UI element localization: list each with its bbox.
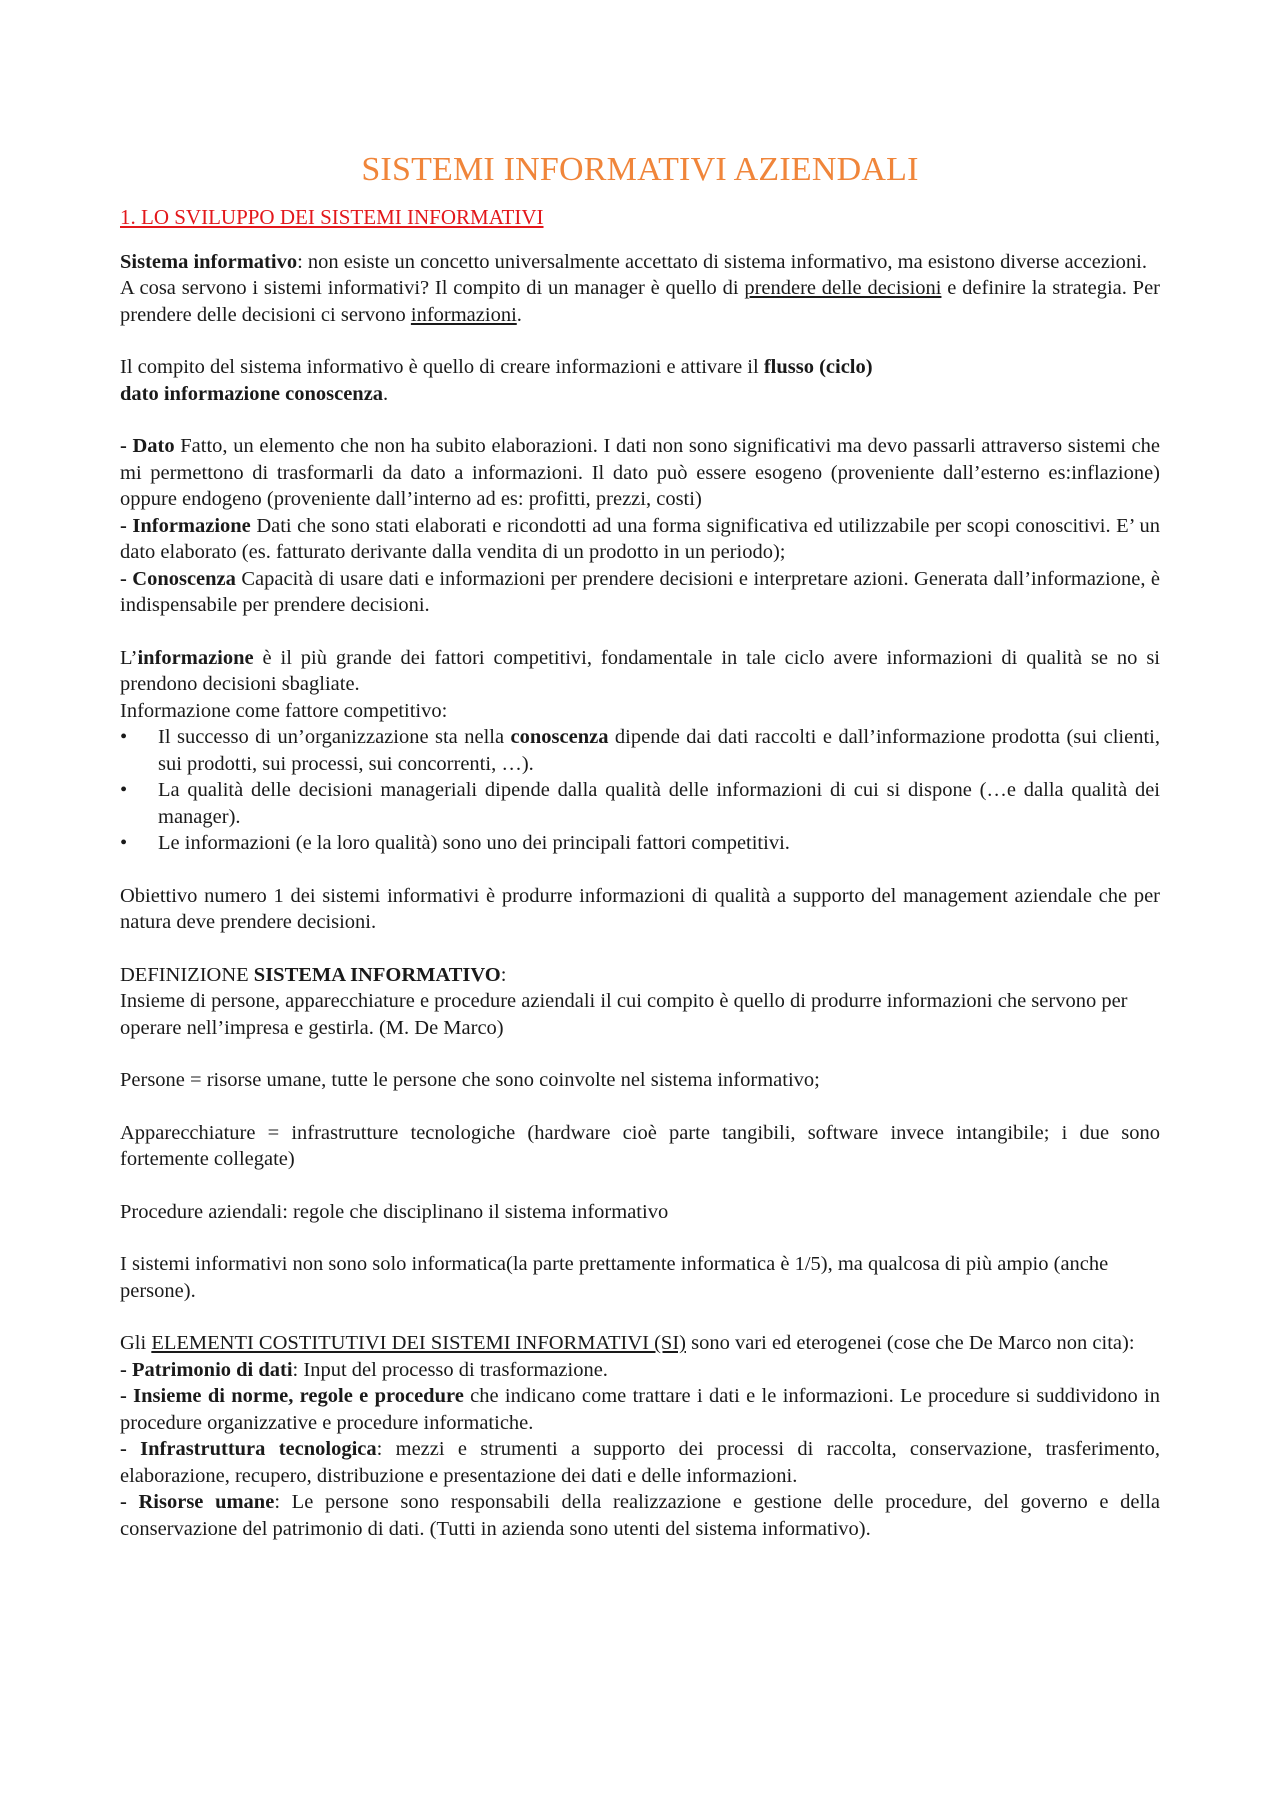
element-risorse: [120, 1489, 1160, 1542]
paragraph-text: A cosa servono i sistemi informativi? Il compito di un manager è quello di: [120, 277, 745, 299]
paragraph-text: .: [383, 382, 389, 405]
paragraph-persone: Persone = risorse umane, tutte le persone che sono coinvolte nel sistema informativo;: [120, 1069, 820, 1091]
paragraph-text: Fatto, un elemento che non ha subito elaborazioni. I dati non sono significativi ma devo passarli attraverso sistemi che mi permettono di trasformarli da dato a informazioni. Il dato può essere esogeno (proveniente dall’esterno es:inflazione) oppure endogeno (proveniente dall’interno ad es: profitti, prezzi, costi): [120, 435, 1160, 510]
paragraph-text: Il compito del sistema informativo è quello di creare informazioni e attivare il: [120, 356, 764, 378]
list-item: • Le informazioni (e la loro qualità) sono uno dei principali fattori competitivi.: [120, 830, 1160, 857]
term-bold: flusso (ciclo): [763, 356, 873, 378]
paragraph-text: sono vari ed eterogenei (cose che De Marco non cita):: [685, 1332, 1135, 1354]
paragraph-text: : non esiste un concetto universalmente accettato di sistema informativo, ma esistono diverse accezioni.: [297, 250, 1147, 273]
element-norme: [120, 1383, 1160, 1436]
paragraph-informatica: I sistemi informativi non sono solo informatica(la parte prettamente informatica è 1/5), ma qualcosa di più ampio (anche persone).: [120, 1253, 1109, 1302]
paragraph-text: : Input del processo di trasformazione.: [292, 1358, 608, 1381]
list-item: • La qualità delle decisioni manageriali dipende dalla qualità delle informazioni di cui si dispone (…e dalla qualità dei manager).: [120, 777, 1160, 830]
paragraph-text: DEFINIZIONE: [120, 963, 254, 986]
element-infrastruttura: [120, 1436, 1160, 1489]
paragraph-text: è il più grande dei fattori competitivi, fondamentale in tale ciclo avere informazioni di qualità se no si prendono decisioni sbagliate.: [120, 646, 1160, 695]
paragraph-text: Capacità di usare dati e informazioni per prendere decisioni e interpretare azioni. Generata dall’informazione, è indispensabile per prendere decisioni.: [120, 567, 1161, 616]
paragraph-elementi: [120, 1330, 1160, 1357]
term-bold: conoscenza: [510, 726, 609, 748]
paragraph-fattore-competitivo: Informazione come fattore competitivo:: [120, 699, 448, 722]
paragraph-text: Gli: [120, 1332, 152, 1354]
term-bold: - Conoscenza: [120, 567, 236, 590]
paragraph-text: : mezzi e strumenti a supporto dei processi di raccolta, conservazione, trasferimento, elaborazione, recupero, distribuzione e presentazione dei dati e delle informazioni.: [120, 1438, 1160, 1487]
paragraph-text: Il successo di un’organizzazione sta nella: [158, 726, 511, 748]
term-bold: informazione: [137, 646, 254, 669]
paragraph-sistema-informativo: [120, 249, 1160, 276]
paragraph-text: dipende dai dati raccolti e dall’informazione prodotta (sui clienti, sui prodotti, sui processi, sui concorrenti, …).: [158, 726, 1160, 775]
document-title: SISTEMI INFORMATIVI AZIENDALI: [361, 151, 919, 188]
term-bold: SISTEMA INFORMATIVO: [253, 963, 501, 986]
section-heading: 1. LO SVILUPPO DEI SISTEMI INFORMATIVI: [120, 205, 544, 229]
term-bold: - Informazione: [120, 514, 251, 537]
document-page: [120, 150, 1160, 1542]
paragraph-text: : Le persone sono responsabili della realizzazione e gestione delle procedure, del governo e della conservazione del patrimonio di dati. (Tutti in azienda sono utenti del sistema informativo).: [120, 1491, 1160, 1540]
term-bold: - Insieme di norme, regole e procedure: [120, 1385, 464, 1407]
term-bold: - Infrastruttura tecnologica: [120, 1438, 377, 1460]
term-bold: dato informazione conoscenza: [120, 382, 384, 405]
paragraph-obiettivo: Obiettivo numero 1 dei sistemi informativi è produrre informazioni di qualità a supporto del management aziendale che per natura deve prendere decisioni.: [120, 884, 1160, 933]
definition-text: Insieme di persone, apparecchiature e procedure aziendali il cui compito è quello di produrre informazioni che servono per operare nell’impresa e gestirla. (M. De Marco): [120, 990, 1128, 1039]
definition-heading: [120, 962, 1160, 989]
paragraph-a-cosa-servono: [120, 275, 1160, 328]
paragraph-text: che indicano come trattare i dati e le informazioni. Le procedure si suddividono in procedure organizzative e procedure informatiche.: [120, 1385, 1160, 1434]
list-item: [120, 724, 1160, 777]
term-bold: - Risorse umane: [120, 1491, 275, 1513]
paragraph-text: .: [516, 303, 522, 326]
term-bold: Sistema informativo: [120, 250, 298, 273]
paragraph-compito: [120, 354, 1160, 407]
paragraph-text: e definire la strategia. Per prendere delle decisioni ci servono: [120, 277, 1160, 326]
paragraph-procedure: Procedure aziendali: regole che disciplinano il sistema informativo: [120, 1200, 669, 1223]
underlined-text: ELEMENTI COSTITUTIVI DEI SISTEMI INFORMATIVI (SI): [151, 1332, 686, 1354]
underlined-text: prendere delle decisioni: [744, 277, 942, 299]
underlined-text: informazioni: [410, 303, 517, 326]
paragraph-apparecchiature: Apparecchiature = infrastrutture tecnologiche (hardware cioè parte tangibili, software invece intangibile; i due sono fortemente collegate): [120, 1121, 1160, 1170]
element-patrimonio: [120, 1357, 1160, 1384]
term-bold: - Patrimonio di dati: [120, 1358, 293, 1381]
definition-informazione: [120, 513, 1160, 566]
definition-dato: [120, 433, 1160, 513]
bullet-list: [120, 724, 1160, 857]
paragraph-text: Dati che sono stati elaborati e ricondotti ad una forma significativa ed utilizzabile per scopi conoscitivi. E’ un dato elaborato (es. fatturato derivante dalla vendita di un prodotto in un periodo);: [120, 514, 1160, 563]
definition-conoscenza: [120, 566, 1160, 619]
paragraph-informazione-competitiva: [120, 645, 1160, 698]
paragraph-text: :: [500, 963, 507, 986]
term-bold: - Dato: [120, 435, 175, 457]
paragraph-text: L’: [120, 646, 138, 669]
